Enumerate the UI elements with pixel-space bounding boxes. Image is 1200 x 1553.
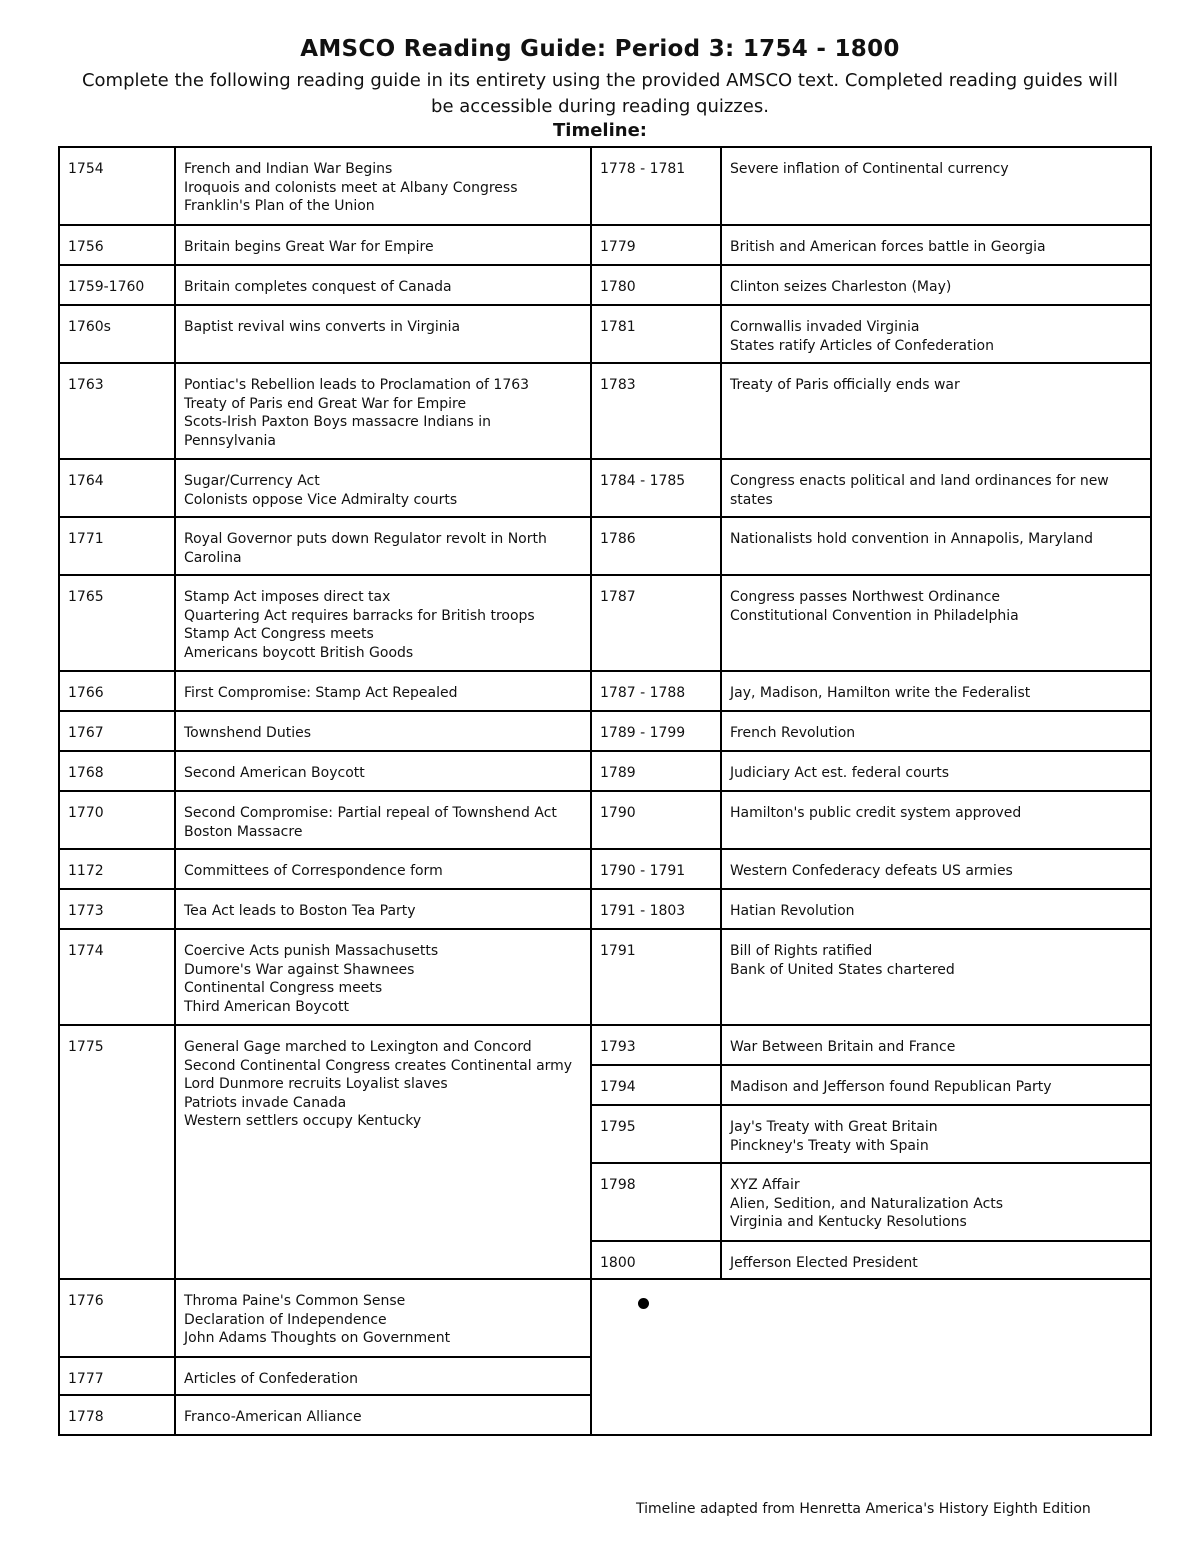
events-cell: Britain begins Great War for Empire <box>184 239 434 255</box>
year-cell: 1767 <box>60 712 176 750</box>
table-row <box>60 712 590 752</box>
events-cell: Nationalists hold convention in Annapolis, Maryland <box>730 531 1094 547</box>
table-row <box>592 1106 1150 1164</box>
year-cell: 1766 <box>60 672 176 710</box>
year-cell: 1765 <box>60 576 176 670</box>
year-cell: 1790 - 1791 <box>592 850 722 888</box>
year-cell: 1784 - 1785 <box>592 460 722 516</box>
year-cell: 1759-1760 <box>60 266 176 304</box>
table-row <box>592 266 1150 306</box>
table-row <box>60 226 590 266</box>
year-cell: 1783 <box>592 364 722 458</box>
events-cell: Clinton seizes Charleston (May) <box>730 279 952 295</box>
year-cell: 1763 <box>60 364 176 458</box>
year-cell: 1787 <box>592 576 722 670</box>
events-cell: War Between Britain and France <box>730 1039 956 1055</box>
year-cell: 1768 <box>60 752 176 790</box>
year-cell: 1771 <box>60 518 176 574</box>
table-row <box>60 850 590 890</box>
year-cell: 1800 <box>592 1242 722 1278</box>
year-cell: 1779 <box>592 226 722 264</box>
events-cell: First Compromise: Stamp Act Repealed <box>184 685 458 701</box>
table-row <box>592 364 1150 460</box>
events-cell: Second American Boycott <box>184 765 365 781</box>
year-cell: 1790 <box>592 792 722 848</box>
events-cell: Congress enacts political and land ordinances for new states <box>730 473 1109 508</box>
events-cell: Congress passes Northwest Ordinance Constitutional Convention in Philadelphia <box>730 589 1019 624</box>
page-title: AMSCO Reading Guide: Period 3: 1754 - 1800 <box>300 36 900 62</box>
year-cell: 1774 <box>60 930 176 1024</box>
table-row <box>592 1066 1150 1106</box>
year-cell: 1780 <box>592 266 722 304</box>
bullet-point <box>638 1298 649 1309</box>
instructions: Complete the following reading guide in its entirety using the provided AMSCO text. Completed reading guides will be accessible during reading quizzes. <box>81 70 1119 117</box>
year-cell: 1798 <box>592 1164 722 1240</box>
table-row <box>592 148 1150 226</box>
table-row <box>592 930 1150 1026</box>
table-row <box>60 266 590 306</box>
year-cell: 1795 <box>592 1106 722 1162</box>
year-cell: 1791 - 1803 <box>592 890 722 928</box>
table-row <box>60 1358 590 1396</box>
year-cell: 1172 <box>60 850 176 888</box>
table-row <box>60 1026 590 1280</box>
events-cell: Articles of Confederation <box>184 1371 359 1387</box>
year-cell: 1786 <box>592 518 722 574</box>
events-cell: General Gage marched to Lexington and Concord Second Continental Congress creates Continental army Lord Dunmore recruits Loyalist slaves Patriots invade Canada Western settlers occupy Kentucky <box>184 1039 573 1129</box>
right-column <box>592 148 1150 1434</box>
year-cell: 1756 <box>60 226 176 264</box>
table-row <box>592 712 1150 752</box>
year-cell: 1760s <box>60 306 176 362</box>
table-row <box>60 364 590 460</box>
events-cell: Pontiac's Rebellion leads to Proclamation of 1763 Treaty of Paris end Great War for Empire Scots-Irish Paxton Boys massacre Indians in Pennsylvania <box>184 377 530 449</box>
year-cell: 1794 <box>592 1066 722 1104</box>
events-cell: Madison and Jefferson found Republican Party <box>730 1079 1052 1095</box>
year-cell: 1781 <box>592 306 722 362</box>
table-row <box>60 890 590 930</box>
year-cell: 1778 <box>60 1396 176 1436</box>
events-cell: Jay, Madison, Hamilton write the Federalist <box>730 685 1031 701</box>
timeline-table <box>58 146 1152 1436</box>
events-cell: Treaty of Paris officially ends war <box>730 377 960 393</box>
table-row <box>60 930 590 1026</box>
table-row <box>60 1280 590 1358</box>
year-cell: 1754 <box>60 148 176 224</box>
events-cell: Throma Paine's Common Sense Declaration of Independence John Adams Thoughts on Government <box>184 1293 451 1346</box>
events-cell: Baptist revival wins converts in Virginia <box>184 319 461 335</box>
timeline-label: Timeline: <box>553 120 647 141</box>
events-cell: Franco-American Alliance <box>184 1409 362 1425</box>
events-cell: Committees of Correspondence form <box>184 863 443 879</box>
year-cell: 1789 - 1799 <box>592 712 722 750</box>
table-row <box>592 1242 1150 1280</box>
events-cell: Cornwallis invaded Virginia States ratify Articles of Confederation <box>730 319 994 354</box>
footer-credit: Timeline adapted from Henretta America's History Eighth Edition <box>636 1501 1091 1517</box>
year-cell: 1777 <box>60 1358 176 1394</box>
table-row <box>60 306 590 364</box>
year-cell: 1789 <box>592 752 722 790</box>
events-cell: Coercive Acts punish Massachusetts Dumore's War against Shawnees Continental Congress meets Third American Boycott <box>184 943 439 1015</box>
year-cell: 1787 - 1788 <box>592 672 722 710</box>
events-cell: Sugar/Currency Act Colonists oppose Vice Admiralty courts <box>184 473 458 508</box>
year-cell: 1764 <box>60 460 176 516</box>
events-cell: Severe inflation of Continental currency <box>730 161 1009 177</box>
events-cell: Second Compromise: Partial repeal of Townshend Act Boston Massacre <box>184 805 557 840</box>
events-cell: Jefferson Elected President <box>730 1255 918 1271</box>
table-row <box>60 576 590 672</box>
events-cell: XYZ Affair Alien, Sedition, and Naturalization Acts Virginia and Kentucky Resolutions <box>730 1177 1004 1230</box>
year-cell: 1773 <box>60 890 176 928</box>
table-row <box>60 752 590 792</box>
events-cell: Bill of Rights ratified Bank of United States chartered <box>730 943 955 978</box>
table-row <box>592 752 1150 792</box>
events-cell: French Revolution <box>730 725 856 741</box>
table-row <box>592 1164 1150 1242</box>
events-cell: Hamilton's public credit system approved <box>730 805 1022 821</box>
table-row <box>592 306 1150 364</box>
table-row <box>592 850 1150 890</box>
year-cell: 1778 - 1781 <box>592 148 722 224</box>
year-cell: 1775 <box>60 1026 176 1278</box>
events-cell: Hatian Revolution <box>730 903 855 919</box>
table-row <box>60 148 590 226</box>
table-row <box>592 890 1150 930</box>
events-cell: Western Confederacy defeats US armies <box>730 863 1013 879</box>
table-row <box>592 792 1150 850</box>
events-cell: Stamp Act imposes direct tax Quartering Act requires barracks for British troops Stamp Act Congress meets Americans boycott British Goods <box>184 589 535 661</box>
table-row <box>60 792 590 850</box>
table-row <box>60 460 590 518</box>
table-row <box>60 518 590 576</box>
table-row <box>592 672 1150 712</box>
table-row <box>592 576 1150 672</box>
left-column <box>60 148 592 1434</box>
events-cell: Tea Act leads to Boston Tea Party <box>184 903 416 919</box>
year-cell: 1776 <box>60 1280 176 1356</box>
events-cell: British and American forces battle in Georgia <box>730 239 1046 255</box>
events-cell: Judiciary Act est. federal courts <box>730 765 950 781</box>
table-row <box>592 1026 1150 1066</box>
events-cell: Royal Governor puts down Regulator revolt in North Carolina <box>184 531 547 566</box>
events-cell: French and Indian War Begins Iroquois and colonists meet at Albany Congress Franklin's Plan of the Union <box>184 161 518 214</box>
table-row <box>60 672 590 712</box>
year-cell: 1793 <box>592 1026 722 1064</box>
table-row <box>60 1396 590 1436</box>
table-row <box>592 518 1150 576</box>
table-row <box>592 460 1150 518</box>
year-cell: 1770 <box>60 792 176 848</box>
year-cell: 1791 <box>592 930 722 1024</box>
events-cell: Jay's Treaty with Great Britain Pinckney's Treaty with Spain <box>730 1119 938 1154</box>
events-cell: Townshend Duties <box>184 725 311 741</box>
table-row <box>592 226 1150 266</box>
events-cell: Britain completes conquest of Canada <box>184 279 452 295</box>
